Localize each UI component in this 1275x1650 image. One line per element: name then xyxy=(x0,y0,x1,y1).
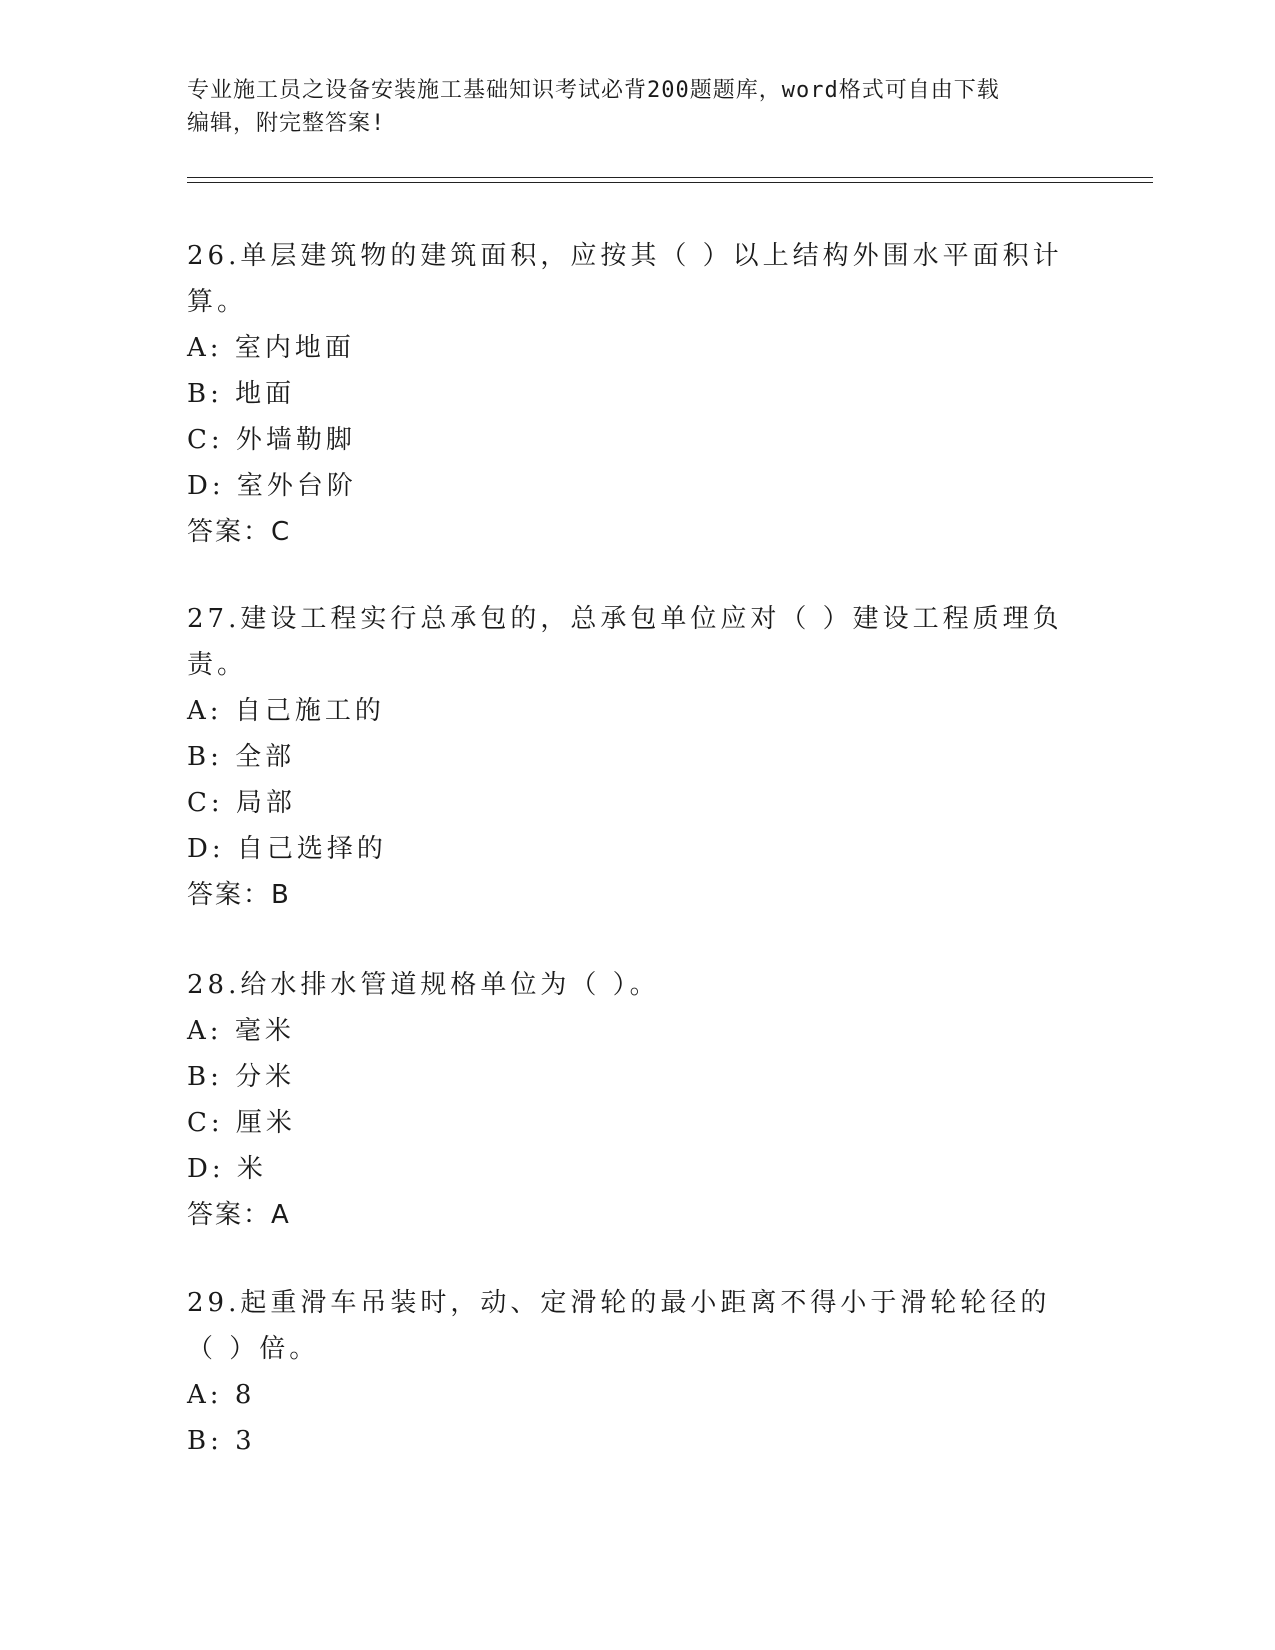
option-key: C: xyxy=(187,425,224,455)
option-key: A: xyxy=(187,1016,223,1046)
answer-line: 答案：C xyxy=(187,517,292,547)
header-title-line1: 专业施工员之设备安装施工基础知识考试必背200题题库，word格式可自由下载 xyxy=(187,78,1000,103)
option-a xyxy=(187,1008,1067,1054)
option-a xyxy=(187,325,1067,371)
option-b xyxy=(187,371,1067,417)
option-key: D: xyxy=(187,834,225,864)
option-text: 分米 xyxy=(235,1062,296,1092)
option-key: A: xyxy=(187,1380,223,1410)
option-key: B: xyxy=(187,1062,223,1092)
option-text: 室外台阶 xyxy=(236,471,357,501)
option-text: 全部 xyxy=(235,742,296,772)
option-key: B: xyxy=(187,379,223,409)
option-text: 3 xyxy=(235,1426,256,1456)
question-stem: 26.单层建筑物的建筑面积，应按其（ ）以上结构外围水平面积计算。 xyxy=(187,241,1063,317)
option-d xyxy=(187,463,1067,509)
option-text: 米 xyxy=(236,1154,267,1184)
option-text: 局部 xyxy=(235,788,296,818)
header-divider-bottom xyxy=(187,182,1153,183)
option-key: C: xyxy=(187,1108,224,1138)
option-a xyxy=(187,1372,1067,1418)
option-a xyxy=(187,688,1067,734)
option-key: A: xyxy=(187,333,223,363)
question-stem: 29.起重滑车吊装时，动、定滑轮的最小距离不得小于滑轮轮径的（ ）倍。 xyxy=(187,1288,1051,1364)
answer-line: 答案：B xyxy=(187,880,291,910)
option-key: B: xyxy=(187,742,223,772)
option-text: 自己选择的 xyxy=(236,834,387,864)
option-c xyxy=(187,417,1067,463)
option-text: 室内地面 xyxy=(234,333,355,363)
option-d xyxy=(187,826,1067,872)
answer-line: 答案：A xyxy=(187,1200,291,1230)
option-text: 厘米 xyxy=(235,1108,296,1138)
option-b xyxy=(187,1418,1067,1464)
question-29 xyxy=(187,1280,1067,1464)
option-d xyxy=(187,1146,1067,1192)
header-title-line2: 编辑，附完整答案! xyxy=(187,111,386,136)
option-c xyxy=(187,780,1067,826)
option-text: 8 xyxy=(234,1380,256,1410)
option-key: B: xyxy=(187,1426,223,1456)
option-key: C: xyxy=(187,788,224,818)
option-text: 毫米 xyxy=(234,1016,295,1046)
option-key: D: xyxy=(187,1154,225,1184)
document-header xyxy=(187,74,1067,140)
question-stem: 28.给水排水管道规格单位为（ ）。 xyxy=(187,970,660,1000)
header-divider-top xyxy=(187,177,1153,178)
question-28 xyxy=(187,962,1067,1238)
option-text: 外墙勒脚 xyxy=(235,425,356,455)
option-key: A: xyxy=(187,696,223,726)
option-key: D: xyxy=(187,471,225,501)
question-26 xyxy=(187,233,1067,555)
option-b xyxy=(187,1054,1067,1100)
question-27 xyxy=(187,596,1067,918)
option-c xyxy=(187,1100,1067,1146)
question-stem: 27.建设工程实行总承包的，总承包单位应对（ ）建设工程质理负责。 xyxy=(187,604,1063,680)
option-text: 自己施工的 xyxy=(234,696,385,726)
option-b xyxy=(187,734,1067,780)
option-text: 地面 xyxy=(235,379,296,409)
